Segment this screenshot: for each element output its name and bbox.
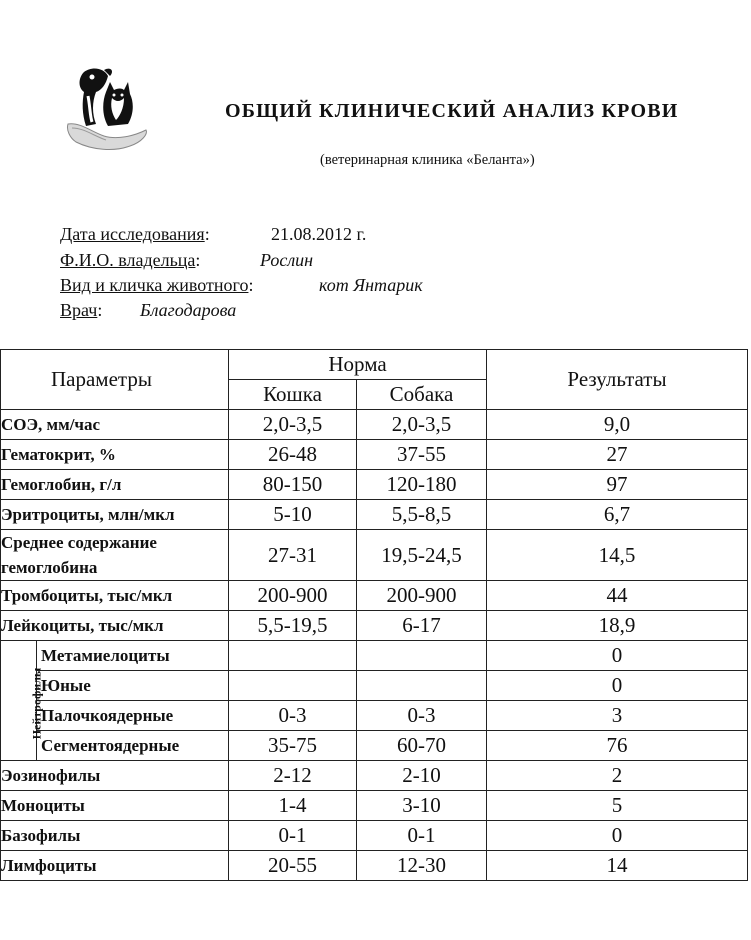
table-row <box>1 500 748 530</box>
result-value: 14,5 <box>487 530 748 581</box>
doctor-value: Благодарова <box>140 300 237 320</box>
param-label: Метамиелоциты <box>37 641 229 671</box>
result-value: 2 <box>487 761 748 791</box>
clinic-logo-icon <box>62 62 152 157</box>
norm-cat: 1-4 <box>229 791 357 821</box>
param-label: Лимфоциты <box>1 851 229 881</box>
owner-value: Рослин <box>260 250 314 270</box>
param-label: Среднее содержание гемоглобина <box>1 530 229 581</box>
result-value: 3 <box>487 701 748 731</box>
norm-cat: 200-900 <box>229 581 357 611</box>
header-results: Результаты <box>487 350 748 410</box>
param-label: Палочкоядерные <box>37 701 229 731</box>
info-date: Дата исследования: 21.08.2012 г. <box>60 224 367 244</box>
norm-dog <box>357 641 487 671</box>
table-row <box>1 410 748 440</box>
info-doctor: Врач: Благодарова <box>60 300 237 320</box>
table-row <box>1 821 748 851</box>
table-row <box>1 641 748 671</box>
result-value: 0 <box>487 641 748 671</box>
header-params: Параметры <box>1 350 229 410</box>
norm-cat: 20-55 <box>229 851 357 881</box>
norm-cat: 2-12 <box>229 761 357 791</box>
neutrophils-group-label: Нейтрофилы <box>1 641 37 761</box>
param-label: Тромбоциты, тыс/мкл <box>1 581 229 611</box>
norm-cat <box>229 641 357 671</box>
param-label: Моноциты <box>1 791 229 821</box>
norm-cat: 0-1 <box>229 821 357 851</box>
norm-cat <box>229 671 357 701</box>
info-owner: Ф.И.О. владельца: Рослин <box>60 250 314 270</box>
norm-dog: 19,5-24,5 <box>357 530 487 581</box>
param-label: Юные <box>37 671 229 701</box>
param-label: Гемоглобин, г/л <box>1 470 229 500</box>
result-value: 5 <box>487 791 748 821</box>
norm-dog <box>357 671 487 701</box>
norm-dog: 3-10 <box>357 791 487 821</box>
param-label: Лейкоциты, тыс/мкл <box>1 611 229 641</box>
result-value: 27 <box>487 440 748 470</box>
table-row <box>1 761 748 791</box>
param-label: Гематокрит, % <box>1 440 229 470</box>
norm-cat: 80-150 <box>229 470 357 500</box>
norm-dog: 0-3 <box>357 701 487 731</box>
table-row <box>1 470 748 500</box>
norm-dog: 6-17 <box>357 611 487 641</box>
norm-dog: 2-10 <box>357 761 487 791</box>
norm-cat: 2,0-3,5 <box>229 410 357 440</box>
date-value: 21.08.2012 г. <box>271 224 367 244</box>
norm-cat: 5,5-19,5 <box>229 611 357 641</box>
clinic-subtitle: (ветеринарная клиника «Беланта») <box>320 152 535 168</box>
param-label: Эозинофилы <box>1 761 229 791</box>
norm-dog: 2,0-3,5 <box>357 410 487 440</box>
table-row <box>1 851 748 881</box>
result-value: 0 <box>487 671 748 701</box>
header-cat: Кошка <box>229 380 357 410</box>
norm-cat: 27-31 <box>229 530 357 581</box>
param-label: Сегментоядерные <box>37 731 229 761</box>
norm-cat: 5-10 <box>229 500 357 530</box>
table-row <box>1 530 748 581</box>
norm-dog: 37-55 <box>357 440 487 470</box>
table-row <box>1 791 748 821</box>
result-value: 9,0 <box>487 410 748 440</box>
norm-dog: 12-30 <box>357 851 487 881</box>
table-row <box>1 581 748 611</box>
info-animal: Вид и кличка животного: кот Янтарик <box>60 275 423 295</box>
norm-dog: 0-1 <box>357 821 487 851</box>
norm-dog: 5,5-8,5 <box>357 500 487 530</box>
result-value: 0 <box>487 821 748 851</box>
header-dog: Собака <box>357 380 487 410</box>
result-value: 76 <box>487 731 748 761</box>
norm-cat: 26-48 <box>229 440 357 470</box>
norm-dog: 60-70 <box>357 731 487 761</box>
result-value: 18,9 <box>487 611 748 641</box>
document-title: ОБЩИЙ КЛИНИЧЕСКИЙ АНАЛИЗ КРОВИ <box>225 100 679 122</box>
result-value: 97 <box>487 470 748 500</box>
param-label: Базофилы <box>1 821 229 851</box>
blood-analysis-table <box>0 349 748 881</box>
norm-cat: 0-3 <box>229 701 357 731</box>
header-norm: Норма <box>229 350 487 380</box>
table-row <box>1 611 748 641</box>
doctor-label: Врач <box>60 300 98 320</box>
norm-cat: 35-75 <box>229 731 357 761</box>
result-value: 14 <box>487 851 748 881</box>
norm-dog: 200-900 <box>357 581 487 611</box>
animal-label: Вид и кличка животного <box>60 275 249 295</box>
result-value: 44 <box>487 581 748 611</box>
animal-value: кот Янтарик <box>319 275 423 295</box>
param-label: Эритроциты, млн/мкл <box>1 500 229 530</box>
date-label: Дата исследования <box>60 224 205 244</box>
table-row <box>1 701 748 731</box>
table-row <box>1 671 748 701</box>
owner-label: Ф.И.О. владельца <box>60 250 196 270</box>
norm-dog: 120-180 <box>357 470 487 500</box>
table-row <box>1 440 748 470</box>
table-row <box>1 731 748 761</box>
result-value: 6,7 <box>487 500 748 530</box>
param-label: СОЭ, мм/час <box>1 410 229 440</box>
